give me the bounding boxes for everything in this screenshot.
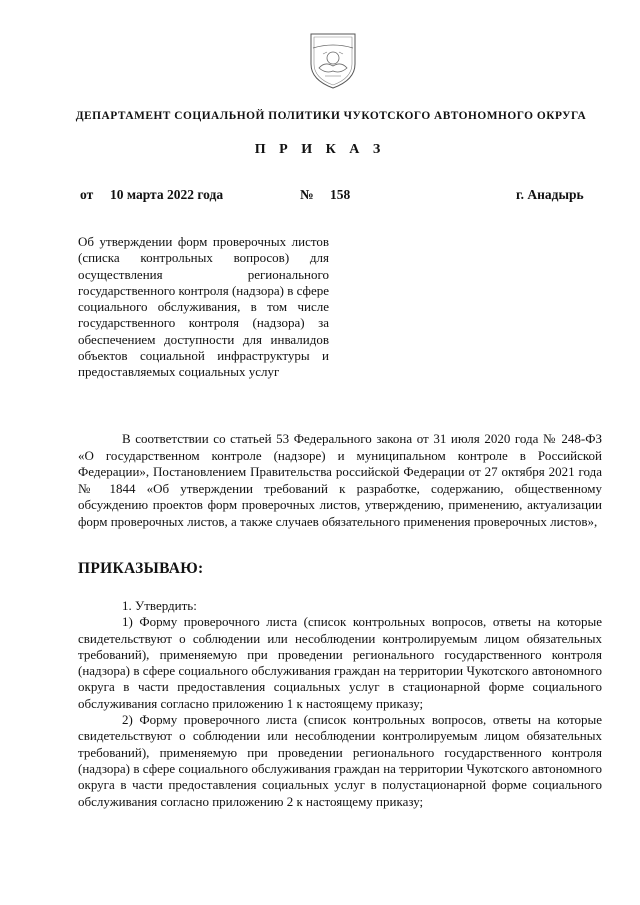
order-subject: Об утверждении форм проверочных листов (списка контрольных вопросов) для осуществления регионального государственного контроля (надзора) в сфере социального обслуживания, в том числе государственного контроля (надзора) за обеспечением доступности для инвалидов объектов социальной инфраструктуры и предоставляемых социальных услуг — [78, 234, 329, 380]
order-item: 1. Утвердить: — [122, 598, 197, 613]
preamble-paragraph: В соответствии со статьей 53 Федерального закона от 31 июля 2020 года № 248-ФЗ «О государственном контроле (надзоре) и муниципальном контроле в Российской Федерации», Постановлением Правительства российской Федерации от 27 октября 2021 года № 1844 «Об утверждении требований к разработке, содержанию, общественному обсуждению проектов форм проверочных листов, утверждению, применению, актуализации форм проверочных листов, а также случаев обязательного применения проверочных листов», — [78, 431, 602, 529]
order-number: 158 — [330, 187, 351, 202]
order-place: г. Анадырь — [516, 187, 584, 202]
order-item: 2) Форму проверочного листа (список контрольных вопросов, ответы на которые свидетельствуют о соблюдении или несоблюдении контролируемым лицом обязательных требований), применяемую при проведении регионального государственного контроля (надзора) в сфере социального обслуживания граждан на территории Чукотского автономного округа в части предоставления социальных услуг в полустационарной форме социального обслуживания согласно приложению 2 к настоящему приказу; — [78, 712, 602, 809]
order-item: 1) Форму проверочного листа (список контрольных вопросов, ответы на которые свидетельствуют о соблюдении или несоблюдении контролируемым лицом обязательных требований), применяемую при проведении регионального государственного контроля (надзора) в сфере социального обслуживания граждан на территории Чукотского автономного округа в части предоставления социальных услуг в стационарной форме социального обслуживания согласно приложению 1 к настоящему приказу; — [78, 614, 602, 711]
chukotka-emblem-icon — [303, 28, 363, 90]
date-prefix: от — [80, 187, 94, 202]
order-items — [78, 598, 602, 810]
decree-keyword: ПРИКАЗЫВАЮ: — [78, 560, 204, 577]
order-date: 10 марта 2022 года — [110, 187, 224, 202]
order-title: П Р И К А З — [254, 142, 386, 157]
number-label: № — [300, 187, 314, 202]
department-name: ДЕПАРТАМЕНТ СОЦИАЛЬНОЙ ПОЛИТИКИ ЧУКОТСКОГО АВТОНОМНОГО ОКРУГА — [75, 110, 587, 122]
